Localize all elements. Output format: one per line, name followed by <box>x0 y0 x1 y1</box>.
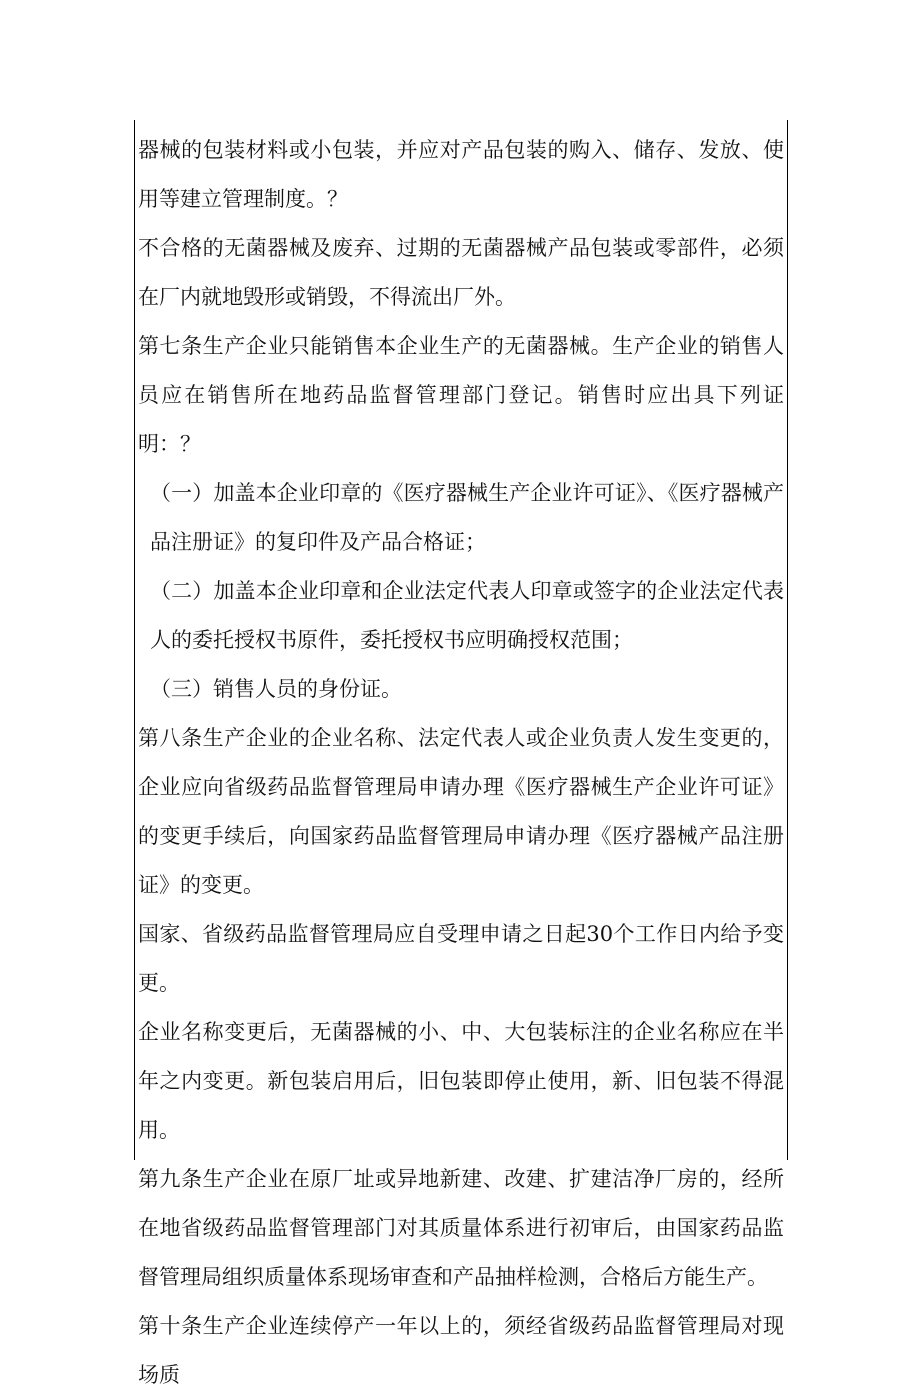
right-border-line <box>787 120 788 1160</box>
paragraph-change-deadline: 国家、省级药品监督管理局应自受理申请之日起30个工作日内给予变更。 <box>138 922 784 995</box>
left-border-line <box>134 120 135 1160</box>
paragraph-article-8: 第八条生产企业的企业名称、法定代表人或企业负责人发生变更的，企业应向省级药品监督管理局申请办理《医疗器械生产企业许可证》的变更手续后，向国家药品监督管理局申请办理《医疗器械产品注册证》的变更。 <box>138 726 784 897</box>
paragraph-article-7: 第七条生产企业只能销售本企业生产的无菌器械。生产企业的销售人员应在销售所在地药品监督管理部门登记。销售时应出具下列证明：？ <box>138 334 784 456</box>
paragraph-nonconforming-disposal: 不合格的无菌器械及废弃、过期的无菌器械产品包装或零部件，必须在厂内就地毁形或销毁，不得流出厂外。 <box>138 236 784 309</box>
paragraph-article-10: 第十条生产企业连续停产一年以上的，须经省级药品监督管理局对现场质 <box>138 1314 784 1387</box>
paragraph-article-9: 第九条生产企业在原厂址或异地新建、改建、扩建洁净厂房的，经所在地省级药品监督管理部门对其质量体系进行初审后，由国家药品监督管理局组织质量体系现场审查和产品抽样检测，合格后方能生产。 <box>138 1167 784 1289</box>
paragraph-name-change: 企业名称变更后，无菌器械的小、中、大包装标注的企业名称应在半年之内变更。新包装启用后，旧包装即停止使用，新、旧包装不得混用。 <box>138 1020 784 1142</box>
document-body <box>138 126 784 1400</box>
paragraph-item-3: （三）销售人员的身份证。 <box>150 677 402 701</box>
paragraph-item-2: （二）加盖本企业印章和企业法定代表人印章或签字的企业法定代表人的委托授权书原件，委托授权书应明确授权范围； <box>150 579 784 652</box>
paragraph-packaging-management: 器械的包装材料或小包装，并应对产品包装的购入、储存、发放、使用等建立管理制度。？ <box>138 138 784 211</box>
paragraph-item-1: （一）加盖本企业印章的《医疗器械生产企业许可证》、《医疗器械产品注册证》的复印件及产品合格证； <box>150 481 784 554</box>
